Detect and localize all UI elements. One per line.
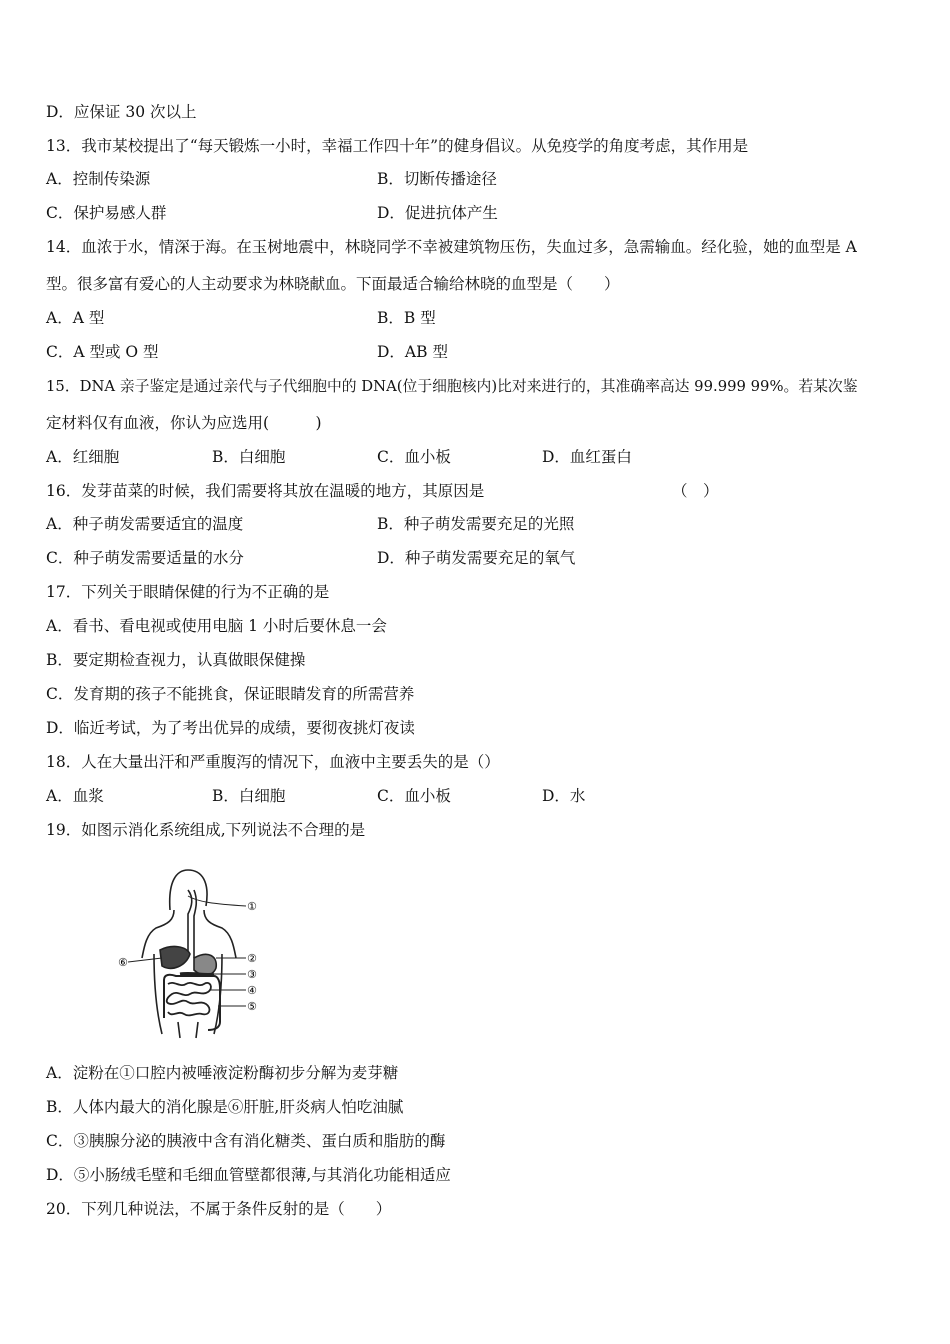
q16-stem: 16．发芽苗菜的时候，我们需要将其放在温暖的地方，其原因是 xyxy=(46,482,485,500)
q16-option-b: B．种子萌发需要充足的光照 xyxy=(377,515,575,533)
q18-option-a: A．血浆 xyxy=(46,787,104,805)
q16-answer-paren: （ ） xyxy=(672,482,719,500)
q16-option-a: A．种子萌发需要适宜的温度 xyxy=(46,515,244,533)
q16-option-c: C．种子萌发需要适量的水分 xyxy=(46,549,244,567)
q14-stem-line1: 14．血浓于水，情深于海。在玉树地震中，林晓同学不幸被建筑物压伤，失血过多，急需输血。经化验，她的血型是 A xyxy=(46,238,857,256)
q15-stem-line2: 定材料仅有血液，你认为应选用( ) xyxy=(46,414,322,432)
q19-option-c: C．③胰腺分泌的胰液中含有消化糖类、蛋白质和脂肪的酶 xyxy=(46,1132,446,1150)
q19-option-b: B．人体内最大的消化腺是⑥肝脏,肝炎病人怕吃油腻 xyxy=(46,1098,404,1116)
q14-option-a: A．A 型 xyxy=(46,309,105,327)
q15-option-a: A．红细胞 xyxy=(46,448,120,466)
q17-option-a: A．看书、看电视或使用电脑 1 小时后要休息一会 xyxy=(46,617,387,635)
q17-option-d: D．临近考试，为了考出优异的成绩，要彻夜挑灯夜读 xyxy=(46,719,415,737)
q18-stem: 18．人在大量出汗和严重腹泻的情况下，血液中主要丢失的是（） xyxy=(46,753,500,771)
q13-option-a: A．控制传染源 xyxy=(46,170,151,188)
q15-option-c: C．血小板 xyxy=(377,448,451,466)
figure-label-4: ④ xyxy=(247,984,257,997)
figure-label-5: ⑤ xyxy=(247,1000,257,1013)
q13-stem: 13．我市某校提出了“每天锻炼一小时，幸福工作四十年”的健身倡议。从免疫学的角度考虑，其作用是 xyxy=(46,137,749,155)
figure-label-1: ① xyxy=(247,900,257,913)
figure-label-3: ③ xyxy=(247,968,257,981)
q19-option-a: A．淀粉在①口腔内被唾液淀粉酶初步分解为麦芽糖 xyxy=(46,1064,399,1082)
q17-stem: 17．下列关于眼睛保健的行为不正确的是 xyxy=(46,583,330,601)
q15-option-b: B．白细胞 xyxy=(212,448,286,466)
q16-option-d: D．种子萌发需要充足的氧气 xyxy=(377,549,576,567)
q18-option-b: B．白细胞 xyxy=(212,787,286,805)
q14-option-b: B．B 型 xyxy=(377,309,436,327)
q13-option-c: C．保护易感人群 xyxy=(46,204,167,222)
q19-stem: 19．如图示消化系统组成,下列说法不合理的是 xyxy=(46,821,366,839)
q13-option-b: B．切断传播途径 xyxy=(377,170,497,188)
q17-option-c: C．发育期的孩子不能挑食，保证眼睛发育的所需营养 xyxy=(46,685,415,703)
q12-option-d: D．应保证 30 次以上 xyxy=(46,103,197,121)
q14-option-d: D．AB 型 xyxy=(377,343,448,361)
figure-label-6: ⑥ xyxy=(118,956,128,969)
digestive-system-diagram xyxy=(118,862,268,1042)
q14-stem-line2: 型。很多富有爱心的人主动要求为林晓献血。下面最适合输给林晓的血型是（ ） xyxy=(46,275,620,293)
q18-option-c: C．血小板 xyxy=(377,787,451,805)
q14-option-c: C．A 型或 O 型 xyxy=(46,343,159,361)
q15-option-d: D．血红蛋白 xyxy=(542,448,632,466)
q18-option-d: D．水 xyxy=(542,787,586,805)
q17-option-b: B．要定期检查视力，认真做眼保健操 xyxy=(46,651,306,669)
q13-option-d: D．促进抗体产生 xyxy=(377,204,498,222)
q20-stem: 20．下列几种说法，不属于条件反射的是（ ） xyxy=(46,1200,392,1218)
q19-option-d: D．⑤小肠绒毛壁和毛细血管壁都很薄,与其消化功能相适应 xyxy=(46,1166,451,1184)
q15-stem-line1: 15．DNA 亲子鉴定是通过亲代与子代细胞中的 DNA(位于细胞核内)比对来进行的，其准确率高达 99.999 99%。若某次鉴 xyxy=(46,378,858,395)
figure-label-2: ② xyxy=(247,952,257,965)
